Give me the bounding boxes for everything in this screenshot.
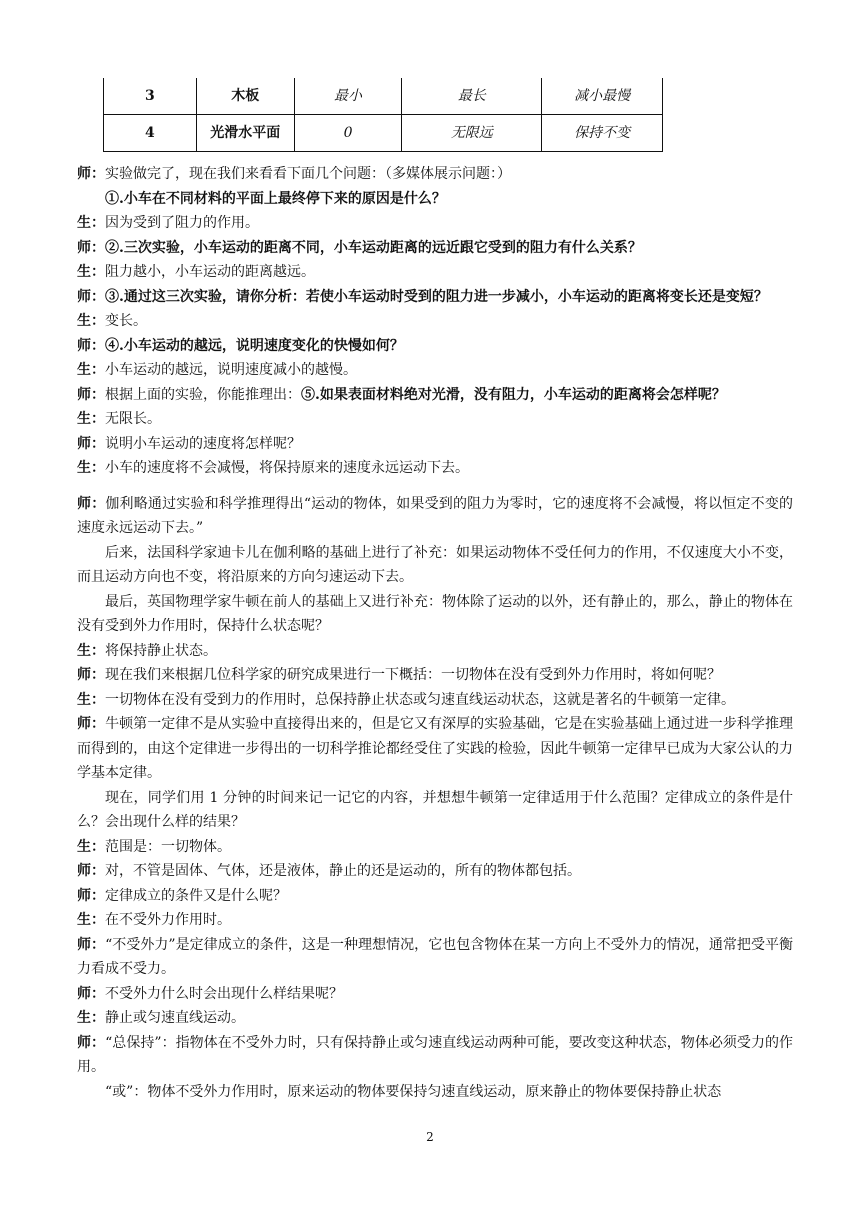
speaker-label: 师 <box>77 288 91 305</box>
paragraph-text: 后来，法国科学家迪卡儿在伽利略的基础上进行了补充：如果运动物体不受任何力的作用，不仅速度大小不变，而且运动方向也不变，将沿原来的方向匀速运动下去。 <box>77 544 793 585</box>
dialogue-paragraph <box>77 285 793 310</box>
speaker-label: 生 <box>77 313 91 329</box>
dialogue-paragraph <box>77 309 793 334</box>
dialogue-paragraph <box>77 1031 793 1080</box>
paragraph-text: “不受外力”是定律成立的条件，这是一种理想情况，它也包含物体在某一方向上不受外力的情况，通常把受平衡力看成不受力。 <box>77 936 794 977</box>
dialogue-paragraph <box>77 211 793 236</box>
dialogue-paragraph <box>77 712 793 786</box>
dialogue-paragraph <box>77 859 793 884</box>
table-row <box>104 115 663 152</box>
paragraph-text: 说明小车运动的速度将怎样呢？ <box>105 435 301 452</box>
speaker-colon: ： <box>91 264 105 280</box>
speaker-label: 生 <box>77 411 91 427</box>
speaker-colon: ： <box>91 166 105 182</box>
dialogue-paragraph <box>77 1080 793 1105</box>
dialogue-paragraph <box>77 432 793 457</box>
paragraph-text: 一切物体在没有受到力的作用时，总保持静止状态或匀速直线运动状态，这就是著名的牛顿第一定律。 <box>105 691 735 708</box>
speaker-label: 生 <box>77 691 91 708</box>
dialogue-paragraph <box>77 688 793 713</box>
paragraph-text: 阻力越小，小车运动的距离越远。 <box>105 264 315 280</box>
question-text: ④.小车运动的越远，说明速度变化的快慢如何？ <box>105 337 404 354</box>
table-cell-speed: 保持不变 <box>542 115 663 152</box>
speaker-colon: ： <box>91 863 105 879</box>
dialogue-paragraph <box>77 383 793 408</box>
speaker-label: 生 <box>77 362 91 378</box>
speaker-label: 师 <box>77 337 91 354</box>
paragraph-text: 现在，同学们用 1 分钟的时间来记一记它的内容，并想想牛顿第一定律适用于什么范围？定律成立的条件是什么？会出现什么样的结果？ <box>77 789 793 830</box>
paragraph-text: 变长。 <box>105 313 147 329</box>
paragraph-text: 最后，英国物理学家牛顿在前人的基础上又进行补充：物体除了运动的以外，还有静止的，那么，静止的物体在没有受到外力作用时，保持什么状态呢？ <box>77 593 793 634</box>
dialogue-paragraph <box>77 334 793 359</box>
speaker-colon: ： <box>91 313 105 329</box>
paragraph-text: 牛顿第一定律不是从实验中直接得出来的，但是它又有深厚的实验基础，它是在实验基础上通过进一步科学推理而得到的，由这个定律进一步得出的一切科学推论都经受住了实践的检验，因此牛顿第一定律早已成为大家公认的力学基本定律。 <box>77 716 794 781</box>
question-text: ⑤.如果表面材料绝对光滑，没有阻力，小车运动的距离将会怎样呢？ <box>301 386 726 403</box>
paragraph-text: 伽利略通过实验和科学推理得出“运动的物体，如果受到的阻力为零时，它的速度将不会减慢，将以恒定不变的速度永远运动下去。” <box>77 495 794 536</box>
table-cell-no: 3 <box>104 78 197 115</box>
speaker-label: 生 <box>77 264 91 280</box>
speaker-label: 师 <box>77 936 92 953</box>
paragraph-text: 定律成立的条件又是什么呢？ <box>105 887 287 904</box>
speaker-label: 生 <box>77 215 91 231</box>
speaker-colon: ： <box>91 912 105 928</box>
dialogue-body <box>77 162 793 1104</box>
speaker-label: 生 <box>77 838 91 855</box>
paragraph-text: 将保持静止状态。 <box>105 642 217 659</box>
dialogue-paragraph <box>77 884 793 909</box>
table-cell-surface: 光滑水平面 <box>196 115 294 152</box>
dialogue-paragraph <box>77 786 793 835</box>
speaker-label: 师 <box>77 887 91 904</box>
table-row <box>104 78 663 115</box>
paragraph-text: 在不受外力作用时。 <box>105 912 231 928</box>
paragraph-text: 因为受到了阻力的作用。 <box>105 215 259 231</box>
paragraph-text: 静止或匀速直线运动。 <box>105 1010 245 1026</box>
dialogue-paragraph <box>77 590 793 639</box>
speaker-label: 师 <box>77 495 92 512</box>
speaker-colon: ： <box>91 362 105 378</box>
dialogue-paragraph <box>77 187 793 212</box>
speaker-label: 生 <box>77 642 91 659</box>
question-text: ①.小车在不同材料的平面上最终停下来的原因是什么？ <box>105 190 446 207</box>
dialogue-paragraph <box>77 982 793 1007</box>
paragraph-text: 根据上面的实验，你能推理出： <box>105 386 301 403</box>
speaker-colon: ： <box>91 936 106 953</box>
paragraph-text: 现在我们来根据几位科学家的研究成果进行一下概括：一切物体在没有受到外力作用时，将如何呢？ <box>105 667 721 683</box>
paragraph-text: 小车运动的越远，说明速度减小的越慢。 <box>105 362 357 378</box>
dialogue-paragraph <box>77 639 793 664</box>
speaker-colon: ： <box>91 411 105 427</box>
paragraph-text: 小车的速度将不会减慢，将保持原来的速度永远运动下去。 <box>105 460 469 476</box>
table-cell-surface: 木板 <box>196 78 294 115</box>
speaker-colon: ： <box>91 667 105 683</box>
paragraph-text: 无限长。 <box>105 411 161 427</box>
speaker-label: 生 <box>77 460 91 476</box>
page-number: 2 <box>426 1130 434 1144</box>
speaker-label: 师 <box>77 435 91 452</box>
table-cell-speed: 减小最慢 <box>542 78 663 115</box>
speaker-label: 师 <box>77 166 91 182</box>
paragraph-text: 不受外力什么时会出现什么样结果呢？ <box>105 985 343 1002</box>
question-text: ②.三次实验，小车运动的距离不同，小车运动距离的远近跟它受到的阻力有什么关系？ <box>105 239 642 256</box>
dialogue-paragraph <box>77 260 793 285</box>
dialogue-paragraph <box>77 358 793 383</box>
speaker-label: 师 <box>77 386 91 403</box>
speaker-colon: ： <box>91 985 105 1002</box>
dialogue-paragraph <box>77 456 793 481</box>
paragraph-text: 对，不管是固体、气体，还是液体，静止的还是运动的，所有的物体都包括。 <box>105 863 581 879</box>
speaker-colon: ： <box>91 1034 106 1051</box>
dialogue-paragraph <box>77 835 793 860</box>
speaker-colon: ： <box>91 215 105 231</box>
speaker-colon: ： <box>91 691 105 708</box>
dialogue-paragraph <box>77 162 793 187</box>
paragraph-text: 范围是：一切物体。 <box>105 838 231 855</box>
speaker-label: 师 <box>77 716 92 732</box>
dialogue-paragraph <box>77 236 793 261</box>
dialogue-paragraph <box>77 663 793 688</box>
table-cell-distance: 无限远 <box>402 115 542 152</box>
speaker-colon: ： <box>91 887 105 904</box>
speaker-colon: ： <box>91 460 105 476</box>
speaker-label: 生 <box>77 1010 91 1026</box>
speaker-colon: ： <box>91 337 105 354</box>
speaker-colon: ： <box>91 495 106 512</box>
table-cell-force: 最小 <box>294 78 402 115</box>
speaker-label: 师 <box>77 1034 92 1051</box>
speaker-colon: ： <box>91 386 105 403</box>
dialogue-paragraph <box>77 492 793 541</box>
experiment-table <box>103 78 663 152</box>
speaker-colon: ： <box>91 642 105 659</box>
speaker-colon: ： <box>91 435 105 452</box>
dialogue-paragraph <box>77 1006 793 1031</box>
speaker-colon: ： <box>91 239 105 256</box>
speaker-label: 师 <box>77 667 91 683</box>
paragraph-text: “总保持”：指物体在不受外力时，只有保持静止或匀速直线运动两种可能，要改变这种状态，物体必须受力的作用。 <box>77 1034 794 1075</box>
table-cell-force: 0 <box>294 115 402 152</box>
speaker-label: 生 <box>77 912 91 928</box>
table-cell-no: 4 <box>104 115 197 152</box>
speaker-colon: ： <box>91 716 106 732</box>
paragraph-text: “或”：物体不受外力作用时，原来运动的物体要保持匀速直线运动，原来静止的物体要保持静止状态 <box>105 1083 722 1100</box>
speaker-label: 师 <box>77 239 91 256</box>
dialogue-paragraph <box>77 541 793 590</box>
speaker-colon: ： <box>91 288 105 305</box>
paragraph-text: 实验做完了，现在我们来看看下面几个问题：（多媒体展示问题：） <box>105 166 511 182</box>
table-cell-distance: 最长 <box>402 78 542 115</box>
dialogue-paragraph <box>77 407 793 432</box>
speaker-label: 师 <box>77 985 91 1002</box>
dialogue-paragraph <box>77 908 793 933</box>
speaker-label: 师 <box>77 863 91 879</box>
speaker-colon: ： <box>91 1010 105 1026</box>
dialogue-paragraph <box>77 933 793 982</box>
question-text: ③.通过这三次实验，请你分析：若使小车运动时受到的阻力进一步减小，小车运动的距离将变长还是变短？ <box>105 288 768 305</box>
speaker-colon: ： <box>91 838 105 855</box>
